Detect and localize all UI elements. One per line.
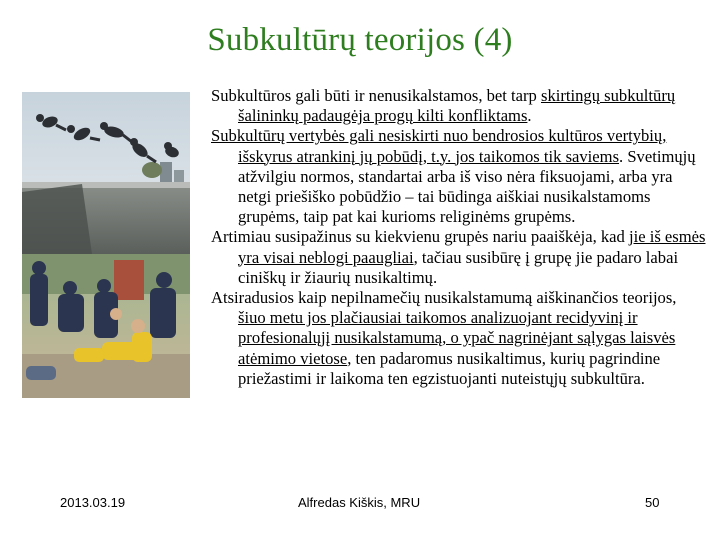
police-detention-photo (22, 254, 190, 398)
underlined-text: Subkultūrų vertybės gali nesiskirti nuo bendrosios kultūros vertybių, išskyrus atrankinį jų pobūdį, t.y. jos taikomos tik saviems (211, 126, 667, 166)
text-run: Atsiradusios kaip nepilnamečių nusikalstamumą aiškinančios teorijos, (211, 288, 677, 308)
paragraph (211, 126, 707, 227)
text-run: , ten padaromus nusikaltimus, kurių pagrindine priežastimi ir laikoma ten egzistuojanti nuteistųjų subkultūra. (238, 348, 661, 388)
footer-author: Alfredas Kiškis, MRU (298, 495, 421, 510)
slide-photo (22, 92, 190, 398)
text-run: , tačiau susibūrę į grupę jie padaro labai ciniškų ir žiaurių nusikaltimų. (238, 247, 679, 287)
underlined-text: šiuo metu jos plačiausiai taikomos analizuojant recidyvinį ir profesionalųjį nusikalstamumą, o ypač nagrinėjant sąlygas laisvės atėmimo vietose (238, 308, 676, 368)
slide-title: Subkultūrų teorijos (4) (207, 22, 513, 58)
text-run: Artimiau susipažinus su kiekvienu grupės nariu paaiškėja, kad (211, 227, 629, 247)
footer-date: 2013.03.19 (60, 495, 126, 510)
underlined-text: skirtingų subkultūrų šalininkų padaugėja progų kilti konfliktams (238, 86, 676, 126)
paragraph (211, 86, 707, 126)
slide-body-text (211, 86, 707, 389)
text-run: Subkultūros gali būti ir nenusikalstamos, bet tarp (211, 86, 541, 105)
parkour-rooftop-photo (22, 92, 190, 254)
underlined-text: jie iš esmės yra visai neblogi paaugliai (238, 227, 706, 267)
footer-page-number: 50 (645, 495, 660, 510)
text-run: . Svetimųjų atžvilgiu normos, standartai arba iš viso nėra fiksuojami, arba yra netgi priešiško pobūdžio – tai būdinga aiškiai nusikalstamoms grupėms, taip pat kai kurioms religinėms grupėms. (238, 146, 696, 227)
paragraph (211, 288, 707, 389)
text-run: . (527, 106, 532, 126)
paragraph (211, 227, 707, 288)
